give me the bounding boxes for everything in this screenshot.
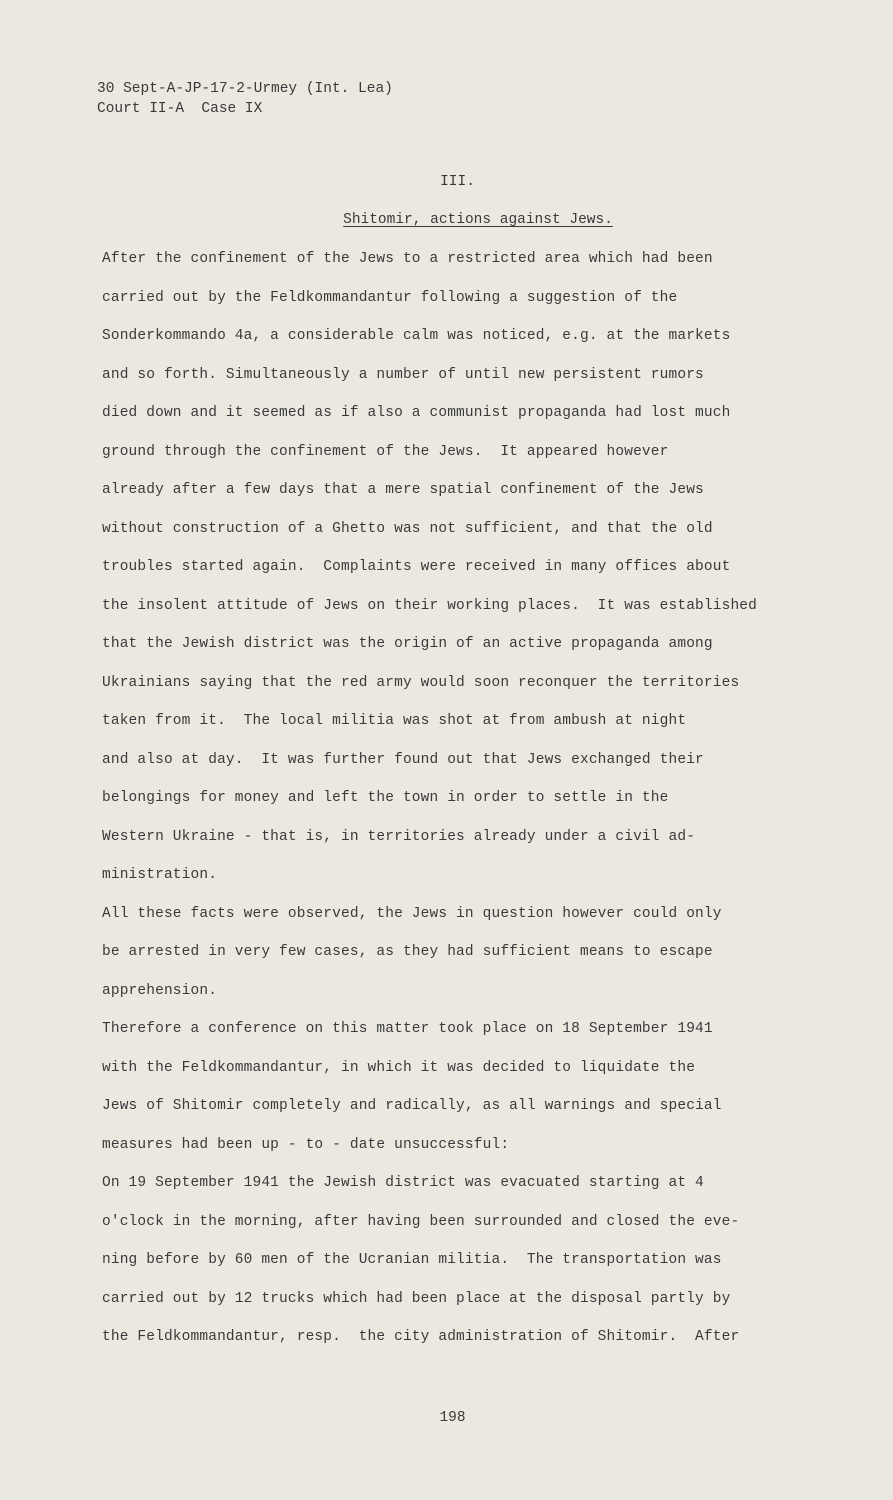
body-line: measures had been up - to - date unsuccessful: [102,1136,510,1153]
page-number: 198 [439,1410,466,1426]
body-line: Sonderkommando 4a, a considerable calm was noticed, e.g. at the markets [102,328,731,344]
section-title-text: Shitomir, actions against Jews. [343,212,613,228]
body-line: ground through the confinement of the Jews. It appeared however [102,443,669,460]
document-body [102,248,832,1365]
body-line: Ukrainians saying that the red army would soon reconquer the territories [102,674,740,691]
body-line: Jews of Shitomir completely and radically, as all warnings and special [102,1098,722,1114]
body-line: died down and it seemed as if also a communist propaganda had lost much [102,405,731,421]
body-line: Western Ukraine - that is, in territories already under a civil ad- [102,828,696,845]
body-line: After the confinement of the Jews to a restricted area which had been [102,251,713,267]
header-line-reference: 30 Sept-A-JP-17-2-Urmey (Int. Lea) [97,81,393,97]
body-line: ning before by 60 men of the Ucranian militia. The transportation was [102,1252,722,1268]
body-line: without construction of a Ghetto was not sufficient, and that the old [102,520,713,537]
body-line: the Feldkommandantur, resp. the city administration of Shitomir. After [102,1329,740,1345]
body-line: ministration. [102,867,218,883]
header-line-court-case: Court II-A Case IX [97,101,263,117]
body-line: already after a few days that a mere spatial confinement of the Jews [102,482,704,498]
document-header [97,79,393,119]
body-line: troubles started again. Complaints were received in many offices about [102,559,731,575]
body-line: the insolent attitude of Jews on their working places. It was established [102,597,758,614]
body-line: taken from it. The local militia was shot at from ambush at night [102,713,687,729]
body-line: be arrested in very few cases, as they had sufficient means to escape [102,944,713,960]
body-line: o'clock in the morning, after having been surrounded and closed the eve- [102,1213,740,1230]
section-number: III. [440,174,475,190]
body-line: carried out by the Feldkommandantur following a suggestion of the [102,289,678,306]
body-line: and so forth. Simultaneously a number of until new persistent rumors [102,366,704,383]
body-line: Therefore a conference on this matter took place on 18 September 1941 [102,1021,713,1037]
section-title [0,212,893,228]
body-line: apprehension. [102,982,218,999]
body-line: that the Jewish district was the origin of an active propaganda among [102,636,713,652]
body-line: All these facts were observed, the Jews in question however could only [102,905,722,922]
body-line: belongings for money and left the town in order to settle in the [102,790,669,806]
body-line: carried out by 12 trucks which had been place at the disposal partly by [102,1290,731,1307]
body-line: with the Feldkommandantur, in which it was decided to liquidate the [102,1059,696,1076]
body-line: On 19 September 1941 the Jewish district was evacuated starting at 4 [102,1175,704,1191]
body-line: and also at day. It was further found out that Jews exchanged their [102,751,704,768]
